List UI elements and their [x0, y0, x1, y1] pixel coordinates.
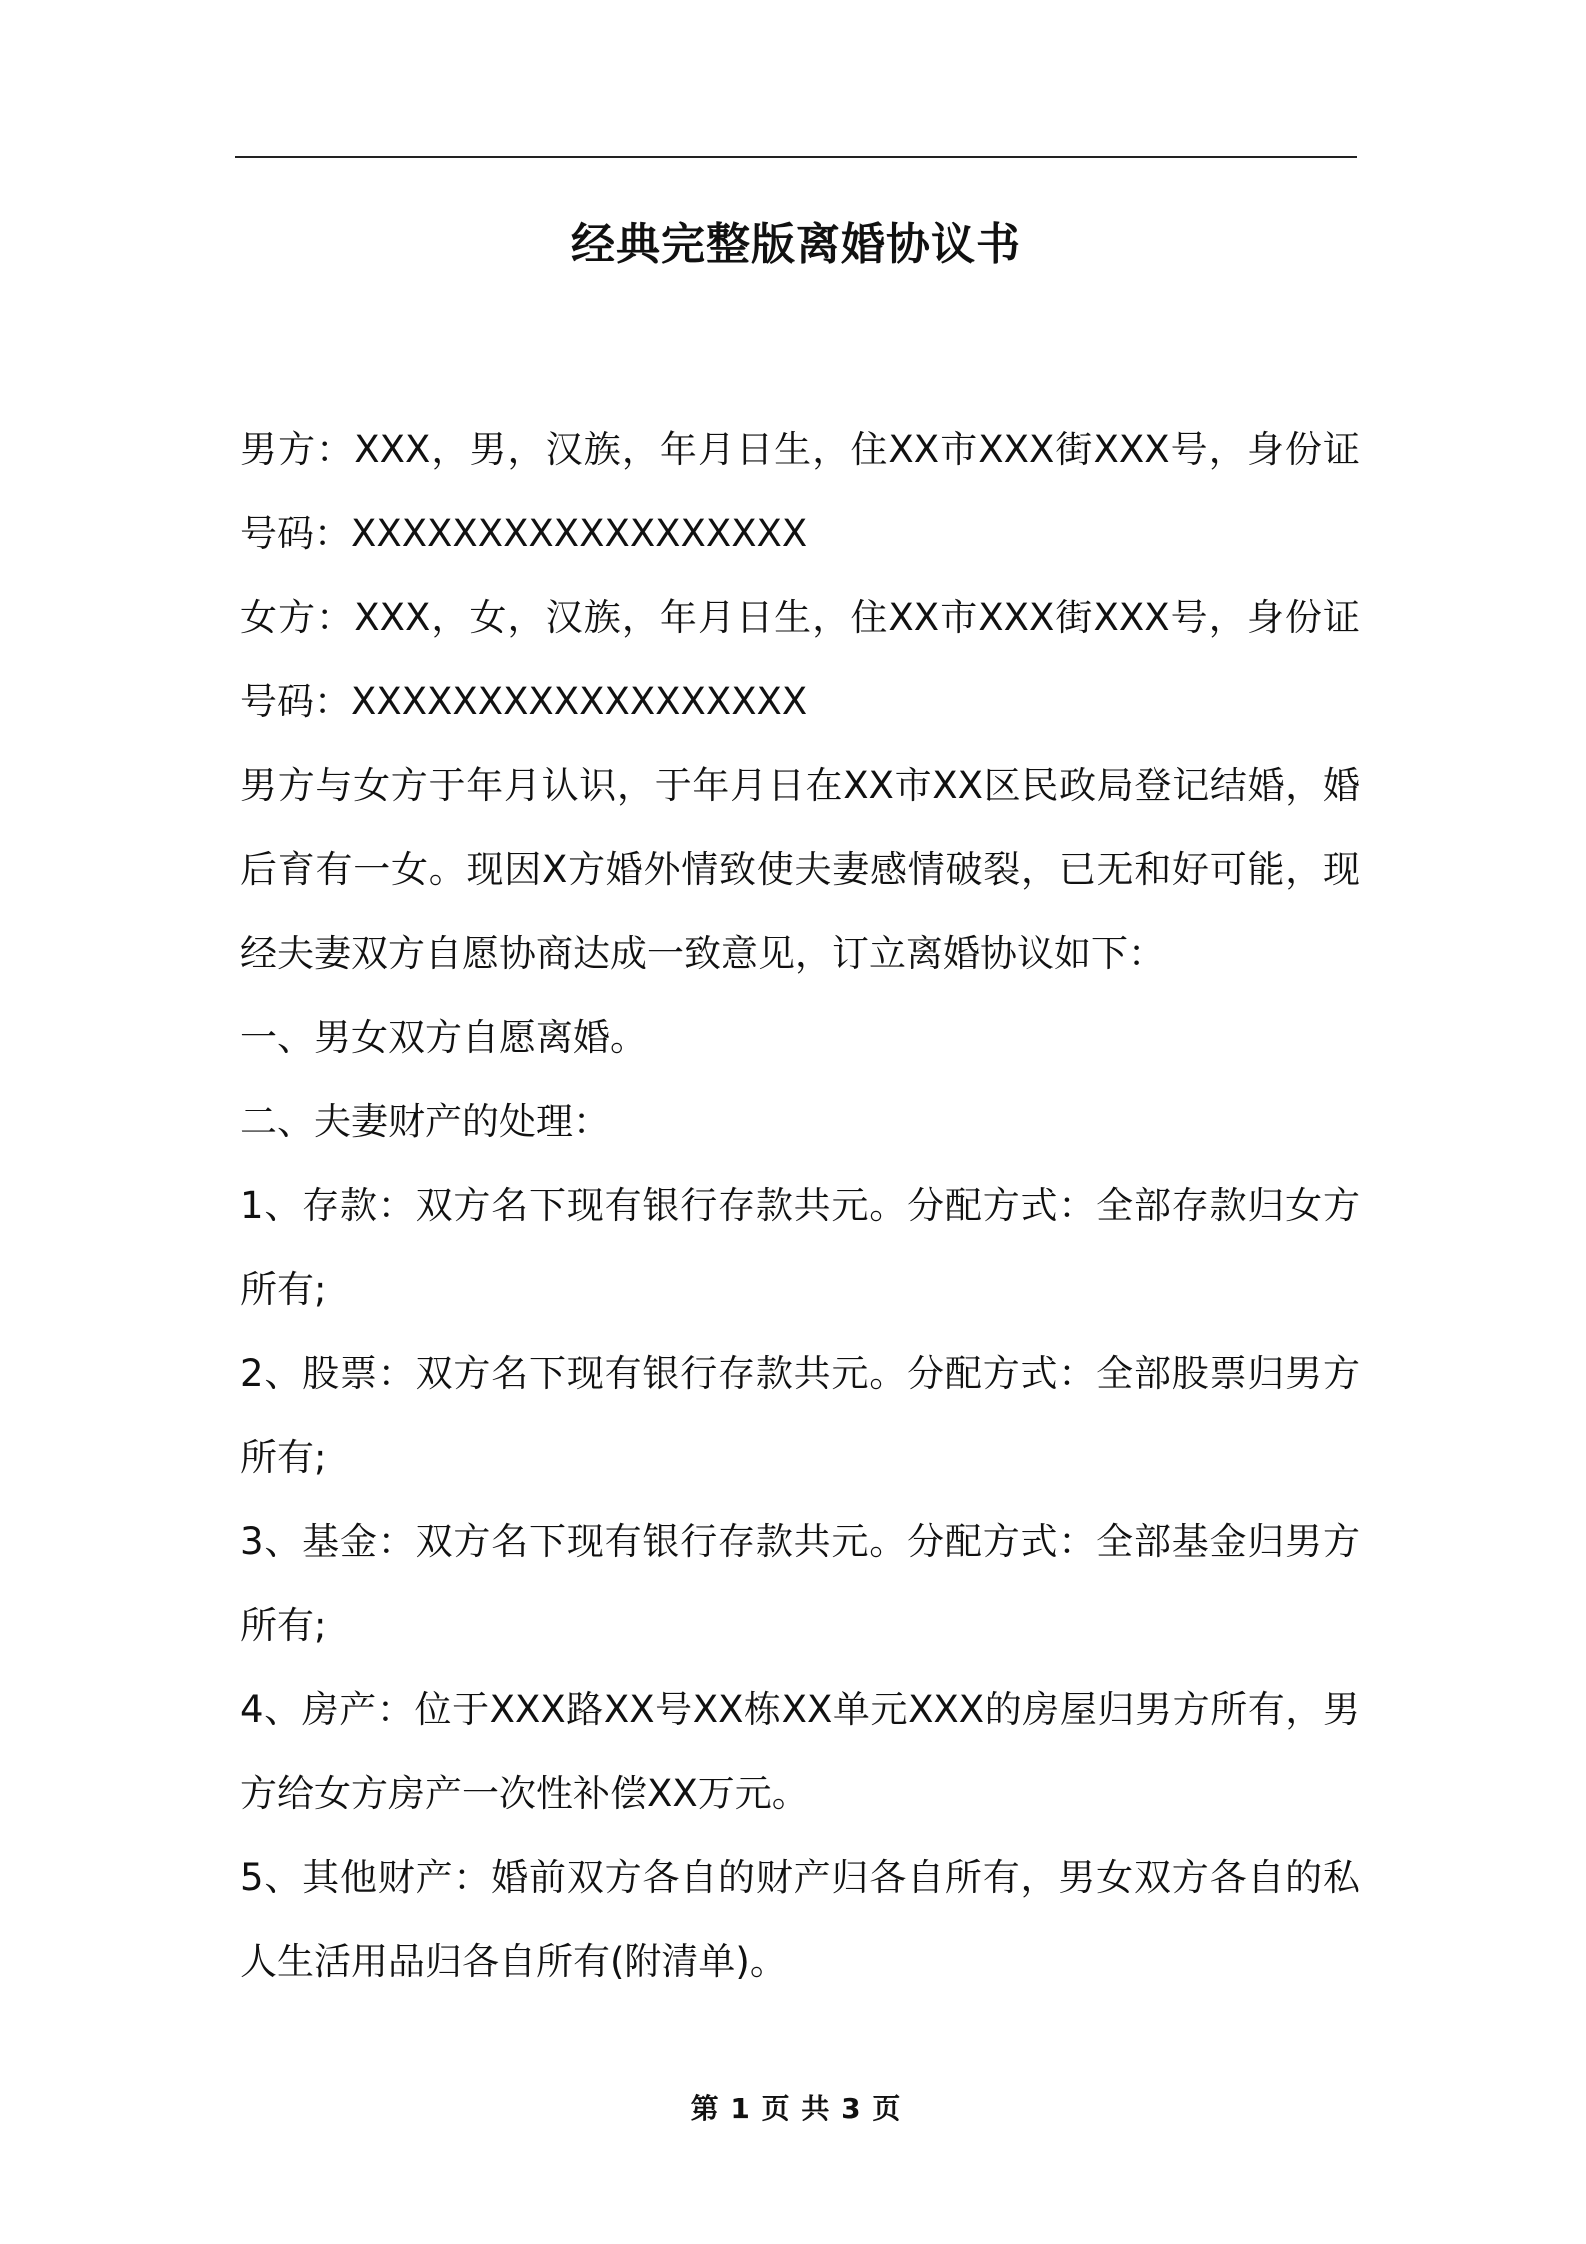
paragraph-husband-info: 男方：XXX，男，汉族，年月日生，住XX市XXX街XXX号，身份证号码：XXXXXXXXXXXXXXXXXX — [240, 428, 1360, 555]
paragraph-item-deposits: 1、存款：双方名下现有银行存款共元。分配方式：全部存款归女方所有; — [240, 1184, 1360, 1311]
header-divider — [235, 156, 1357, 158]
paragraph-item-other: 5、其他财产：婚前双方各自的财产归各自所有，男女双方各自的私人生活用品归各自所有(附清单)。 — [240, 1856, 1360, 1983]
paragraph-wife-info: 女方：XXX，女，汉族，年月日生，住XX市XXX街XXX号，身份证号码：XXXXXXXXXXXXXXXXXX — [240, 596, 1360, 723]
document-body — [240, 408, 1360, 2004]
paragraph-clause-1: 一、男女双方自愿离婚。 — [240, 1016, 647, 1059]
document-title: 经典完整版离婚协议书 — [571, 219, 1021, 270]
paragraph-item-property: 4、房产：位于XXX路XX号XX栋XX单元XXX的房屋归男方所有，男方给女方房产一次性补偿XX万元。 — [240, 1688, 1360, 1815]
paragraph-clause-2: 二、夫妻财产的处理： — [240, 1100, 610, 1143]
paragraph-item-stocks: 2、股票：双方名下现有银行存款共元。分配方式：全部股票归男方所有; — [240, 1352, 1360, 1479]
paragraph-preamble: 男方与女方于年月认识，于年月日在XX市XX区民政局登记结婚，婚后育有一女。现因X方婚外情致使夫妻感情破裂，已无和好可能，现经夫妻双方自愿协商达成一致意见，订立离婚协议如下： — [240, 764, 1360, 975]
paragraph-item-funds: 3、基金：双方名下现有银行存款共元。分配方式：全部基金归男方所有; — [240, 1520, 1360, 1647]
page-number-footer: 第 1 页 共 3 页 — [690, 2092, 902, 2125]
